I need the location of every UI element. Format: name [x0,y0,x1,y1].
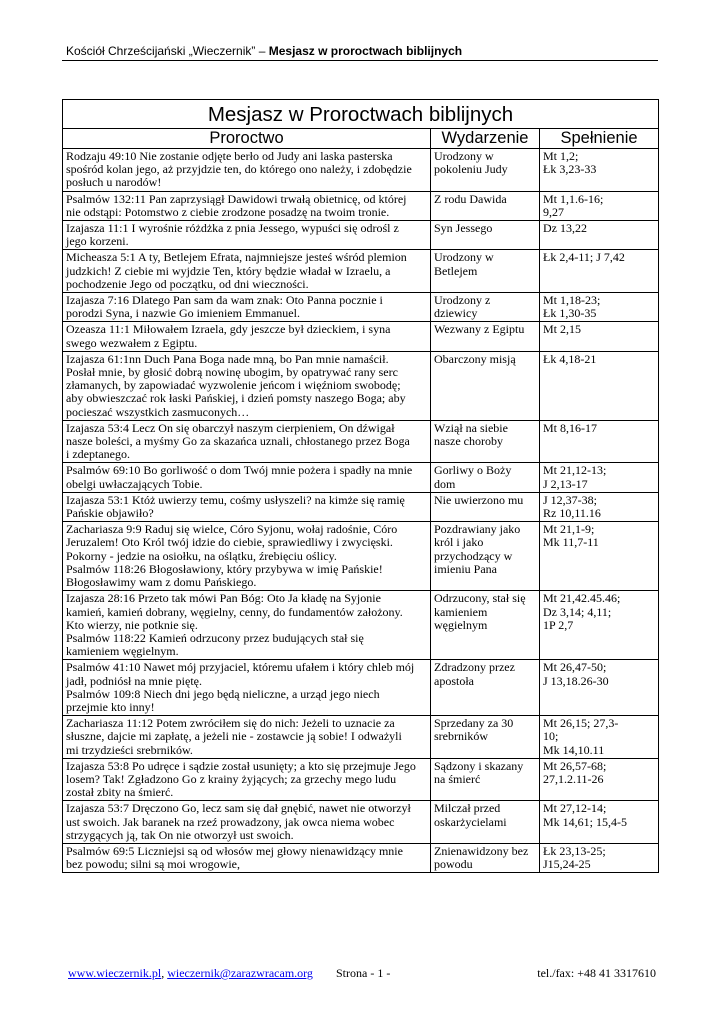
cell-line: przejmie kto inny! [66,699,155,714]
cell-line: spośród kolan jego, aż przyjdzie ten, do którego ono należy, i zdobędzie [66,162,412,177]
table-row [63,801,659,844]
fulfillment-cell [540,149,659,192]
cell-line: Zachariasza 9:9 Raduj się wielce, Córo Syjonu, wołaj radośnie, Córo [66,522,398,537]
event-cell [431,660,540,716]
event-cell [431,591,540,660]
prophecy-cell [63,492,431,521]
cell-line: obelgi uwłaczających Tobie. [66,476,203,491]
cell-line: Mt 2,15 [543,322,582,337]
cell-line: Urodzony w [434,149,494,163]
table-row [63,149,659,192]
cell-line: srebrników [434,729,488,744]
prophecy-cell [63,250,431,293]
event-cell [431,716,540,759]
event-cell [431,149,540,192]
cell-line: pokoleniu Judy [434,162,508,177]
fulfillment-cell [540,191,659,220]
cell-line: porodzi Syna, i nazwie Go imieniem Emmanuel. [66,306,300,321]
cell-line: 10; [543,729,559,744]
column-header-fulfillment: Spełnienie [540,129,659,149]
cell-line: ust swoich. Jak baranek na rzeź prowadzony, jak owca niema wobec [66,814,395,829]
cell-line: nasze boleści, a myśmy Go za skazańca uznali, chłostanego przez Boga [66,434,410,449]
cell-line: Rodzaju 49:10 Nie zostanie odjęte berło od Judy ani laska pasterska [66,149,393,163]
cell-line: Psalmów 132:11 Pan zaprzysiągł Dawidowi trwałą obietnicę, od której [66,191,407,206]
cell-line: słuszne, dajcie mi zapłatę, a jeżeli nie - zostawcie ją sobie! I odważyli [66,729,402,744]
cell-line: swego wezwałem z Egiptu. [66,335,198,350]
table-row [63,591,659,660]
event-cell [431,293,540,322]
fulfillment-cell [540,322,659,351]
prophecy-cell [63,591,431,660]
footer-separator: , [161,966,168,980]
fulfillment-cell [540,492,659,521]
prophecy-cell [63,322,431,351]
cell-line: Pozdrawiany jako [434,522,521,537]
cell-line: Łk 3,23-33 [543,162,597,177]
cell-line: Posłał mnie, by głosić dobrą nowinę ubogim, by opatrywać rany serc [66,365,398,380]
cell-line: powodu [434,857,473,872]
cell-line: Łk 23,13-25; [543,843,606,858]
cell-line: 1P 2,7 [543,617,574,632]
fulfillment-cell [540,758,659,801]
cell-line: Mk 14,10.11 [543,742,605,757]
prophecy-cell [63,522,431,591]
fulfillment-cell [540,660,659,716]
website-link[interactable]: www.wieczernik.pl [68,966,162,980]
cell-line: Łk 2,4-11; J 7,42 [543,250,625,265]
fulfillment-cell [540,293,659,322]
table-body [63,149,659,873]
cell-line: Mt 27,12-14; [543,801,607,816]
cell-line: Obarczony misją [434,351,516,366]
cell-line: Izajasza 53:1 Któż uwierzy temu, cośmy usłyszeli? na kimże się ramię [66,492,405,507]
event-cell [431,801,540,844]
cell-line: J 13,18.26-30 [543,673,609,688]
cell-line: Błogosławimy wam z domu Pańskiego. [66,575,257,590]
cell-line: złamanych, by zapowiadać wyzwolenie jeńcom i więźniom swobodę; [66,378,401,393]
fulfillment-cell [540,420,659,463]
cell-line: Izajasza 53:8 Po udręce i sądzie został usunięty; a kto się przejmuje Jego [66,758,416,773]
fulfillment-cell [540,351,659,420]
cell-line: Kto wierzy, nie potknie się. [66,617,198,632]
cell-line: Psalmów 118:26 Błogosławiony, który przybywa w imię Pańskie! [66,561,383,576]
cell-line: węgielnym [434,617,488,632]
event-cell [431,492,540,521]
cell-line: Znienawidzony bez [434,843,529,858]
phone-fax: tel./fax: +48 41 3317610 [537,966,656,980]
event-cell [431,351,540,420]
prophecy-cell [63,801,431,844]
table-row [63,843,659,872]
table-row [63,463,659,492]
cell-line: Mt 8,16-17 [543,420,597,435]
page-footer [68,966,656,981]
table-row [63,492,659,521]
cell-line: Mt 26,15; 27,3- [543,716,619,731]
cell-line: 9,27 [543,204,564,219]
table-row [63,420,659,463]
cell-line: Mk 11,7-11 [543,535,599,550]
event-cell [431,463,540,492]
cell-line: Dz 3,14; 4,11; [543,604,612,619]
cell-line: Psalmów 41:10 Nawet mój przyjaciel, któremu ufałem i który chleb mój [66,660,415,675]
table-title: Mesjasz w Proroctwach biblijnych [63,100,659,129]
column-header-event: Wydarzenie [431,129,540,149]
table-row [63,758,659,801]
cell-line: pocieszać wszystkich zasmuconych… [66,404,250,419]
cell-line: Gorliwy o Boży [434,463,512,478]
cell-line: oskarżycielami [434,814,507,829]
table-row [63,522,659,591]
cell-line: Izajasza 53:4 Lecz On się obarczył naszym cierpieniem, On dźwigał [66,420,395,435]
cell-line: Izajasza 28:16 Przeto tak mówi Pan Bóg: Oto Ja kładę na Syjonie [66,591,381,606]
prophecy-cell [63,463,431,492]
cell-line: Mt 21,1-9; [543,522,595,537]
event-cell [431,758,540,801]
event-cell [431,250,540,293]
event-cell [431,191,540,220]
fulfillment-cell [540,250,659,293]
cell-line: Mt 1,18-23; [543,293,601,308]
prophecy-cell [63,843,431,872]
header-org: Kościół Chrześcijański „Wieczernik” – [66,44,269,58]
fulfillment-cell [540,801,659,844]
cell-line: Łk 4,18-21 [543,351,597,366]
cell-line: Z rodu Dawida [434,191,507,206]
event-cell [431,221,540,250]
cell-line: Izajasza 11:1 I wyrośnie różdżka z pnia Jessego, wypuści się odrośl z [66,221,399,236]
cell-line: posłuch u narodów! [66,175,162,190]
cell-line: Wziął na siebie [434,420,508,435]
fulfillment-cell [540,843,659,872]
cell-line: 27,1.2.11-26 [543,771,604,786]
table-row [63,660,659,716]
cell-line: aby obwieszczać rok łaski Pańskiej, i dzień pomsty naszego Boga; aby [66,391,406,406]
table-row [63,293,659,322]
cell-line: Psalmów 109:8 Niech dni jego będą nieliczne, a urząd jego niech [66,686,380,701]
cell-line: Urodzony z [434,293,491,308]
header-divider [62,60,658,61]
cell-line: dziewicy [434,306,478,321]
prophecy-cell [63,191,431,220]
page-number: Strona - 1 - [336,966,391,980]
table-row [63,716,659,759]
cell-line: Mk 14,61; 15,4-5 [543,814,627,829]
cell-line: Psalmów 69:10 Bo gorliwość o dom Twój mnie pożera i spadły na mnie [66,463,413,478]
cell-line: mi trzydzieści srebrników. [66,742,193,757]
prophecy-cell [63,758,431,801]
cell-line: imieniu Pana [434,561,497,576]
cell-line: król i jako [434,535,484,550]
cell-line: Micheasza 5:1 A ty, Betlejem Efrata, najmniejsze jesteś wśród plemion [66,250,407,265]
cell-line: kamieniem [434,604,488,619]
cell-line: strzygących ją, tak On nie otworzył ust swoich. [66,827,294,842]
cell-line: Rz 10,11.16 [543,506,601,521]
cell-line: Izajasza 53:7 Dręczono Go, lecz sam się dał gnębić, nawet nie otworzył [66,801,411,816]
prophecy-cell [63,149,431,192]
cell-line: i zdeptanego. [66,447,130,462]
cell-line: Ozeasza 11:1 Miłowałem Izraela, gdy jeszcze był dzieckiem, i syna [66,322,391,337]
cell-line: został zbity na śmierć. [66,785,174,800]
fulfillment-cell [540,591,659,660]
cell-line: bez powodu; silni są moi wrogowie, [66,857,240,872]
cell-line: Mt 1,1.6-16; [543,191,604,206]
cell-line: Pokorny - jedzie na osiołku, na oślątku, źrebięciu oślicy. [66,548,337,563]
fulfillment-cell [540,716,659,759]
cell-line: Mt 21,42.45.46; [543,591,621,606]
table-row [63,250,659,293]
fulfillment-cell [540,522,659,591]
cell-line: Izajasza 7:16 Dlatego Pan sam da wam znak: Oto Panna pocznie i [66,293,383,308]
cell-line: Mt 26,57-68; [543,758,607,773]
cell-line: losem? Tak! Zgładzono Go z krainy żyjących; za grzechy mego ludu [66,771,397,786]
cell-line: Urodzony w [434,250,494,265]
cell-line: Zachariasza 11:12 Potem zwróciłem się do nich: Jeżeli to uznacie za [66,716,395,731]
cell-line: Psalmów 69:5 Liczniejsi są od włosów mej głowy nienawidzący mnie [66,843,403,858]
event-cell [431,420,540,463]
cell-line: Sprzedany za 30 [434,716,514,731]
fulfillment-cell [540,221,659,250]
column-header-prophecy: Proroctwo [63,129,431,149]
prophecy-cell [63,716,431,759]
cell-line: na śmierć [434,771,481,786]
prophecy-table [62,99,659,873]
table-row [63,322,659,351]
cell-line: apostoła [434,673,474,688]
page-header [66,44,462,58]
cell-line: przychodzący w [434,548,513,563]
cell-line: Jeruzalem! Oto Król twój idzie do ciebie, sprawiedliwy i zwycięski. [66,535,393,550]
cell-line: Wezwany z Egiptu [434,322,525,337]
event-cell [431,522,540,591]
cell-line: Betlejem [434,263,478,278]
cell-line: Odrzucony, stał się [434,591,526,606]
fulfillment-cell [540,463,659,492]
event-cell [431,322,540,351]
prophecy-cell [63,660,431,716]
cell-line: Pańskie objawiło? [66,506,154,521]
cell-line: Psalmów 118:22 Kamień odrzucony przez budujących stał się [66,630,364,645]
cell-line: pochodzenie Jego od początku, od dni wieczności. [66,276,309,291]
table-row [63,191,659,220]
cell-line: Zdradzony przez [434,660,515,675]
cell-line: J 12,37-38; [543,492,597,507]
cell-line: Dz 13,22 [543,221,587,236]
cell-line: nie odstąpi: Potomstwo z ciebie zrodzone posadzę na twoim tronie. [66,204,390,219]
cell-line: judzkich! Z ciebie mi wyjdzie Ten, który będzie władał w Izraelu, a [66,263,391,278]
cell-line: jego korzeni. [66,234,129,249]
prophecy-cell [63,420,431,463]
table-row [63,351,659,420]
cell-line: J15,24-25 [543,857,591,872]
prophecy-cell [63,293,431,322]
event-cell [431,843,540,872]
cell-line: Mt 21,12-13; [543,463,607,478]
cell-line: Sądzony i skazany [434,758,524,773]
cell-line: Izajasza 61:1nn Duch Pana Boga nade mną, bo Pan mnie namaścił. [66,351,389,366]
cell-line: Mt 1,2; [543,149,579,163]
cell-line: Milczał przed [434,801,501,816]
email-link[interactable]: wieczernik@zarazwracam.org [167,966,313,980]
cell-line: nasze choroby [434,434,503,449]
table-row [63,221,659,250]
cell-line: Mt 26,47-50; [543,660,607,675]
prophecy-cell [63,351,431,420]
cell-line: Nie uwierzono mu [434,492,524,507]
cell-line: J 2,13-17 [543,476,588,491]
cell-line: jadł, podniósł na mnie piętę. [66,673,202,688]
cell-line: kamieniem węgielnym. [66,644,179,659]
cell-line: Łk 1,30-35 [543,306,597,321]
header-doc-title: Mesjasz w proroctwach biblijnych [268,44,463,58]
cell-line: kamień, kamień dobrany, węgielny, cenny, do fundamentów założony. [66,604,403,619]
cell-line: dom [434,476,456,491]
cell-line: Syn Jessego [434,221,493,236]
prophecy-cell [63,221,431,250]
